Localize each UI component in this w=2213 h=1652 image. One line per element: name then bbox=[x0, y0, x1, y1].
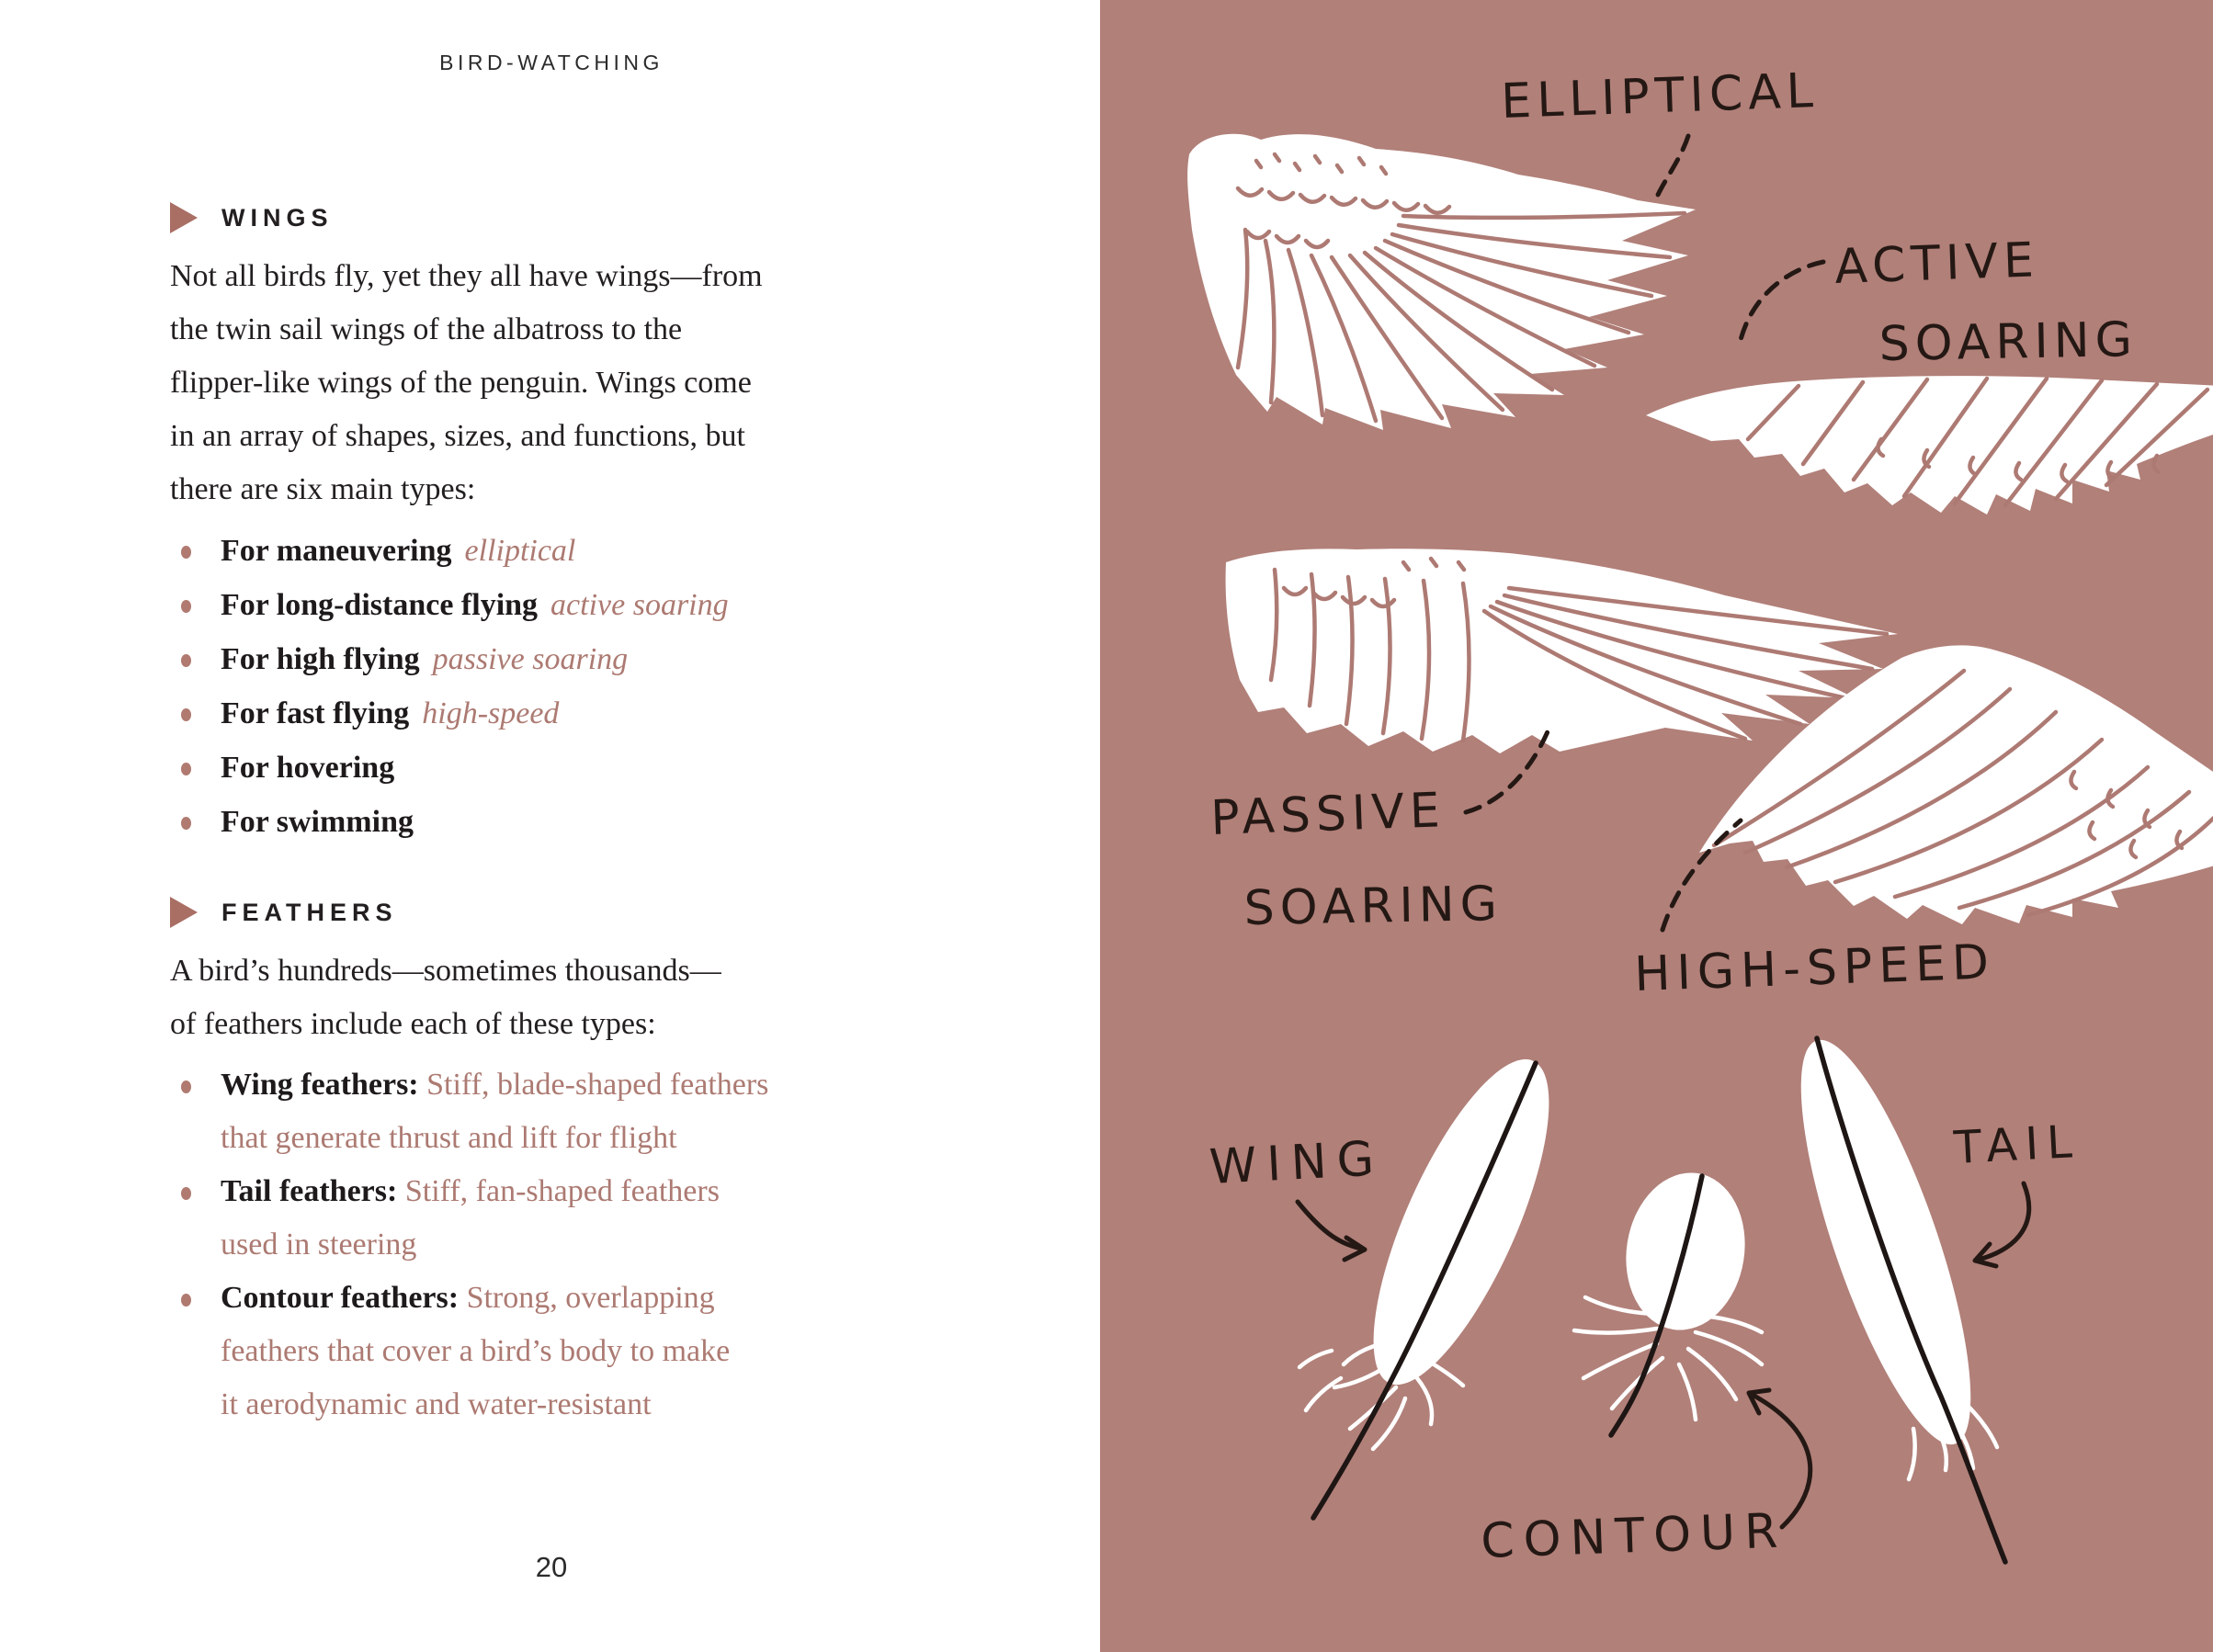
elliptical-connector-line bbox=[1658, 136, 1688, 195]
active-soaring-connector-line bbox=[1740, 262, 1823, 344]
list-item: For high flying passive soaring bbox=[170, 632, 933, 686]
elliptical-wing-drawing bbox=[1187, 134, 1696, 430]
tail-feather-label: TAIL bbox=[1952, 1115, 2082, 1174]
list-item: Contour feathers: Strong, overlapping feathers that cover a bird’s body to make it aerodynamic and water-resistant bbox=[170, 1272, 933, 1431]
illustration-panel bbox=[1100, 0, 2213, 1652]
contour-feather-drawing bbox=[1574, 1164, 1762, 1435]
tail-feather-arrow bbox=[1975, 1183, 2029, 1266]
list-item: For long-distance flying active soaring bbox=[170, 578, 933, 632]
tail-feather-drawing bbox=[1768, 1024, 2005, 1562]
feather-types-list bbox=[170, 1058, 933, 1431]
active-soaring-label-line1: ACTIVE bbox=[1833, 232, 2040, 295]
wings-section-heading bbox=[170, 200, 933, 235]
paragraph-line: in an array of shapes, sizes, and functions, but bbox=[170, 419, 745, 453]
list-item: For maneuvering elliptical bbox=[170, 524, 933, 578]
contour-feather-label: CONTOUR bbox=[1480, 1503, 1788, 1569]
list-item: For swimming bbox=[170, 795, 933, 849]
paragraph-line: there are six main types: bbox=[170, 472, 476, 506]
bullet-icon bbox=[181, 546, 191, 559]
text-column bbox=[170, 200, 933, 1431]
elliptical-label: ELLIPTICAL bbox=[1500, 62, 1820, 130]
bullet-icon bbox=[181, 1294, 191, 1307]
paragraph-line: Not all birds fly, yet they all have wings—from bbox=[170, 259, 763, 293]
paragraph-line: the twin sail wings of the albatross to the bbox=[170, 312, 683, 346]
wing-types-illustration bbox=[1100, 0, 2213, 1652]
list-item: For fast flying high-speed bbox=[170, 686, 933, 741]
passive-soaring-label-line2: SOARING bbox=[1243, 877, 1504, 936]
section-title: FEATHERS bbox=[221, 898, 398, 926]
section-title: WINGS bbox=[221, 203, 334, 232]
wing-feather-arrow bbox=[1298, 1202, 1365, 1260]
feathers-section-heading bbox=[170, 895, 933, 930]
triangle-right-icon bbox=[170, 202, 198, 233]
high-speed-label: HIGH-SPEED bbox=[1633, 934, 1996, 1002]
paragraph-line: A bird’s hundreds—sometimes thousands— bbox=[170, 954, 721, 988]
bullet-icon bbox=[181, 654, 191, 667]
wing-feather-drawing bbox=[1299, 1038, 1583, 1518]
wing-feather-label: WING bbox=[1208, 1131, 1386, 1195]
passive-soaring-label-line1: PASSIVE bbox=[1209, 783, 1447, 846]
page-number: 20 bbox=[535, 1551, 568, 1583]
wings-intro-paragraph bbox=[170, 250, 933, 516]
paragraph-line: flipper-like wings of the penguin. Wings come bbox=[170, 366, 752, 400]
paragraph-line: of feathers include each of these types: bbox=[170, 1007, 656, 1041]
wing-types-list bbox=[170, 524, 933, 849]
passive-soaring-wing-drawing bbox=[1226, 549, 1898, 753]
list-item: Wing feathers: Stiff, blade-shaped feathers that generate thrust and lift for flight bbox=[170, 1058, 933, 1165]
bullet-icon bbox=[181, 1081, 191, 1093]
triangle-right-icon bbox=[170, 897, 198, 928]
list-item: Tail feathers: Stiff, fan-shaped feathers used in steering bbox=[170, 1165, 933, 1272]
bullet-icon bbox=[181, 817, 191, 830]
bullet-icon bbox=[181, 708, 191, 721]
bullet-icon bbox=[181, 1187, 191, 1200]
running-header: BIRD-WATCHING bbox=[439, 51, 664, 74]
bullet-icon bbox=[181, 600, 191, 613]
list-item: For hovering bbox=[170, 741, 933, 795]
active-soaring-wing-drawing bbox=[1646, 376, 2213, 515]
feathers-intro-paragraph bbox=[170, 945, 933, 1051]
active-soaring-label-line2: SOARING bbox=[1878, 312, 2139, 372]
bullet-icon bbox=[181, 763, 191, 775]
left-page bbox=[0, 0, 1100, 1652]
